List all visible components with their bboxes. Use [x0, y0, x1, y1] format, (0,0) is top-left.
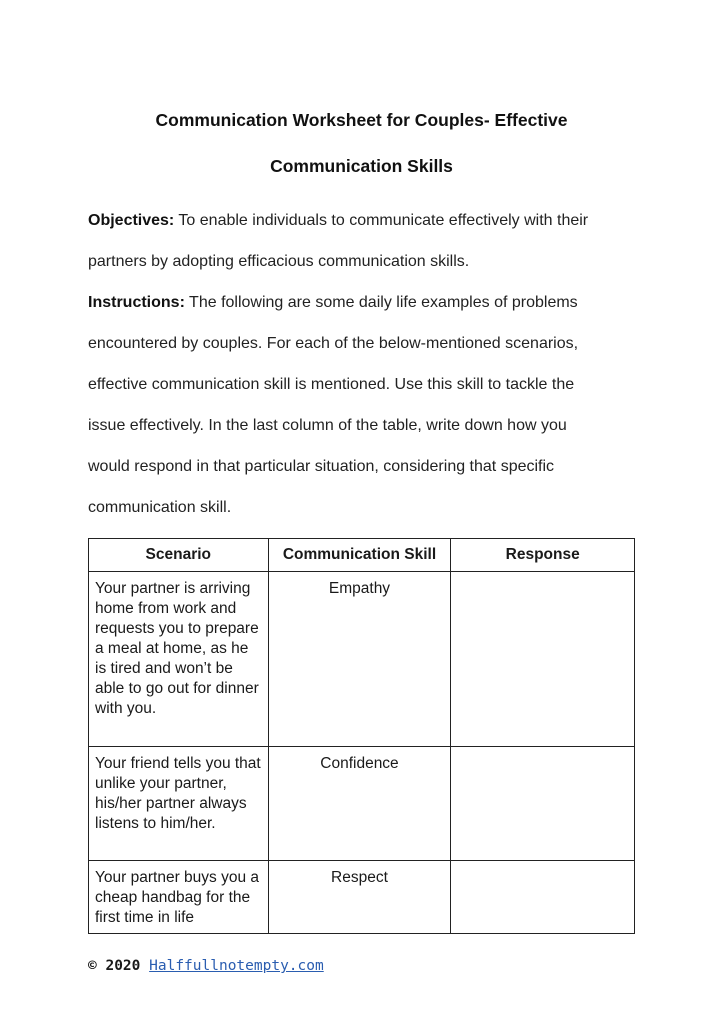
instructions-text-line-3: effective communication skill is mentioned. Use this skill to tackle the — [88, 376, 575, 393]
worksheet-title-line-2: Communication Skills — [270, 156, 453, 176]
table-row — [89, 572, 635, 747]
scenario-cell: Your partner is arriving home from work and requests you to prepare a meal at home, as he is tired and won’t be able to go out for dinner with you. — [89, 572, 269, 747]
worksheet-title-line-1: Communication Worksheet for Couples- Effective — [155, 110, 568, 130]
table-row — [89, 861, 635, 934]
instructions-text-line-5: would respond in that particular situation, considering that specific — [88, 458, 555, 475]
header-scenario: Scenario — [89, 539, 269, 572]
instructions-paragraph — [88, 282, 648, 528]
website-link[interactable]: Halffullnotempty.com — [149, 958, 324, 974]
instructions-text-line-1: The following are some daily life examples of problems — [184, 294, 578, 311]
header-response: Response — [451, 539, 635, 572]
skill-cell: Respect — [268, 861, 451, 934]
header-communication-skill: Communication Skill — [268, 539, 451, 572]
response-cell[interactable] — [451, 747, 635, 861]
scenario-table — [88, 538, 635, 934]
instructions-text-line-4: issue effectively. In the last column of the table, write down how you — [88, 417, 567, 434]
response-cell[interactable] — [451, 861, 635, 934]
instructions-text-line-6: communication skill. — [88, 499, 232, 516]
response-cell[interactable] — [451, 572, 635, 747]
table-row — [89, 747, 635, 861]
skill-cell: Confidence — [268, 747, 451, 861]
table-header-row — [89, 539, 635, 572]
skill-cell: Empathy — [268, 572, 451, 747]
objectives-paragraph — [88, 200, 648, 282]
footer — [88, 958, 324, 974]
scenario-cell: Your partner buys you a cheap handbag for the first time in life — [89, 861, 269, 934]
scenario-cell: Your friend tells you that unlike your partner, his/her partner always listens to him/her. — [89, 747, 269, 861]
copyright-text: © 2020 — [88, 958, 141, 974]
instructions-label: Instructions: — [88, 294, 185, 311]
objectives-text-line-2: partners by adopting efficacious communication skills. — [88, 253, 470, 270]
objectives-text-line-1: To enable individuals to communicate effectively with their — [174, 212, 589, 229]
objectives-label: Objectives: — [88, 212, 175, 229]
instructions-text-line-2: encountered by couples. For each of the below-mentioned scenarios, — [88, 335, 579, 352]
